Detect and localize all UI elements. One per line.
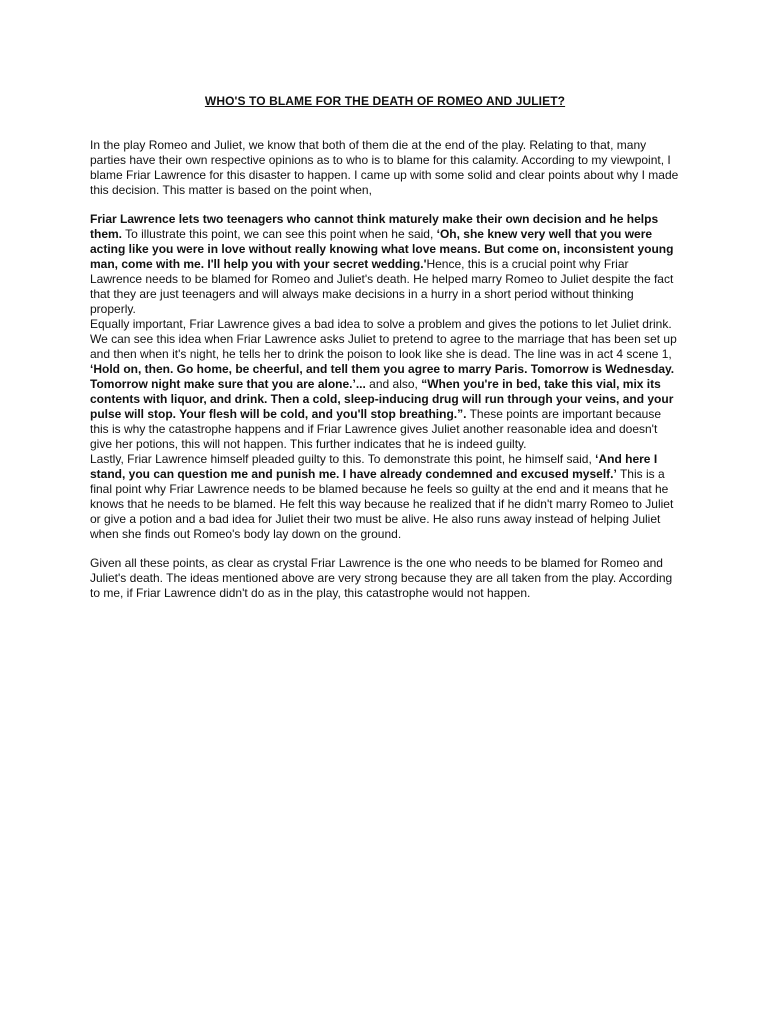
point-two-text-2: and also, [365, 377, 422, 391]
point-one-heading: Friar Lawrence lets two teenagers who cannot think maturely make their own decision and he helps them. [90, 212, 659, 241]
point-two-text-1: Equally important, Friar Lawrence gives a bad idea to solve a problem and gives the potions to let Juliet drink. We can see this idea when Friar Lawrence asks Juliet to pretend to agree to the marriage that has been set up and then when it's night, he tells her to drink the poison to look like she is dead. The line was in act 4 scene 1, [90, 317, 677, 361]
point-two-quote-2: “When you're in bed, take this vial, mix its contents with liquor, and drink. Then a cold, sleep-inducing drug will run through your veins, and your pulse will stop. Your flesh will be cold, and you'll stop breathing.”. [90, 377, 674, 421]
point-two-quote-1: ‘Hold on, then. Go home, be cheerful, and tell them you agree to marry Paris. Tomorrow is Wednesday. Tomorrow night make sure that you are alone.’... [90, 362, 675, 391]
point-three-text-1: Lastly, Friar Lawrence himself pleaded guilty to this. To demonstrate this point, he himself said, [90, 452, 596, 466]
point-two-text-3: These points are important because this is why the catastrophe happens and if Friar Lawrence gives Juliet another reasonable idea and doesn't give her potions, this will not happen. This further indicates that he is indeed guilty. [90, 407, 662, 451]
point-one-text: Hence, this is a crucial point why Friar Lawrence needs to be blamed for Romeo and Juliet's death. He helped marry Romeo to Juliet despite the fact that they are just teenagers and will always make decisions in a hurry in a short period without thinking properly. [90, 257, 674, 316]
point-one-lead: To illustrate this point, we can see this point when he said, [122, 227, 437, 241]
point-three-quote: ‘And here I stand, you can question me and punish me. I have already condemned and excused myself.’ [90, 452, 658, 481]
conclusion-paragraph: Given all these points, as clear as crystal Friar Lawrence is the one who needs to be blamed for Romeo and Juliet's death. The ideas mentioned above are very strong because they are all taken from the play. According to me, if Friar Lawrence didn't do as in the play, this catastrophe would not happen. [90, 556, 673, 600]
point-three-paragraph [90, 452, 680, 542]
paragraph-gap [90, 198, 680, 212]
intro-paragraph: In the play Romeo and Juliet, we know that both of them die at the end of the play. Relating to that, many parties have their own respective opinions as to who is to blame for this calamity. According to my viewpoint, I blame Friar Lawrence for this disaster to happen. I came up with some solid and clear points about why I made this decision. This matter is based on the point when, [90, 138, 679, 197]
essay-title: WHO'S TO BLAME FOR THE DEATH OF ROMEO AND JULIET? [204, 94, 566, 108]
point-two-paragraph [90, 317, 680, 452]
point-three-text-2: This is a final point why Friar Lawrence needs to be blamed because he feels so guilty at the end and it means that he knows that he needs to be blamed. He felt this way because he realized that if he didn't marry Romeo to Juliet or give a potion and a bad idea for Juliet their two must be alive. He also runs away instead of helping Juliet when she finds out Romeo's body lay down on the ground. [90, 467, 674, 541]
paragraph-gap [90, 542, 680, 556]
point-one-paragraph [90, 212, 680, 317]
point-one-quote: ‘Oh, she knew very well that you were acting like you were in love without really knowing what love means. But come on, inconsistent young man, come with me. I'll help you with your secret wedding.' [90, 227, 674, 271]
